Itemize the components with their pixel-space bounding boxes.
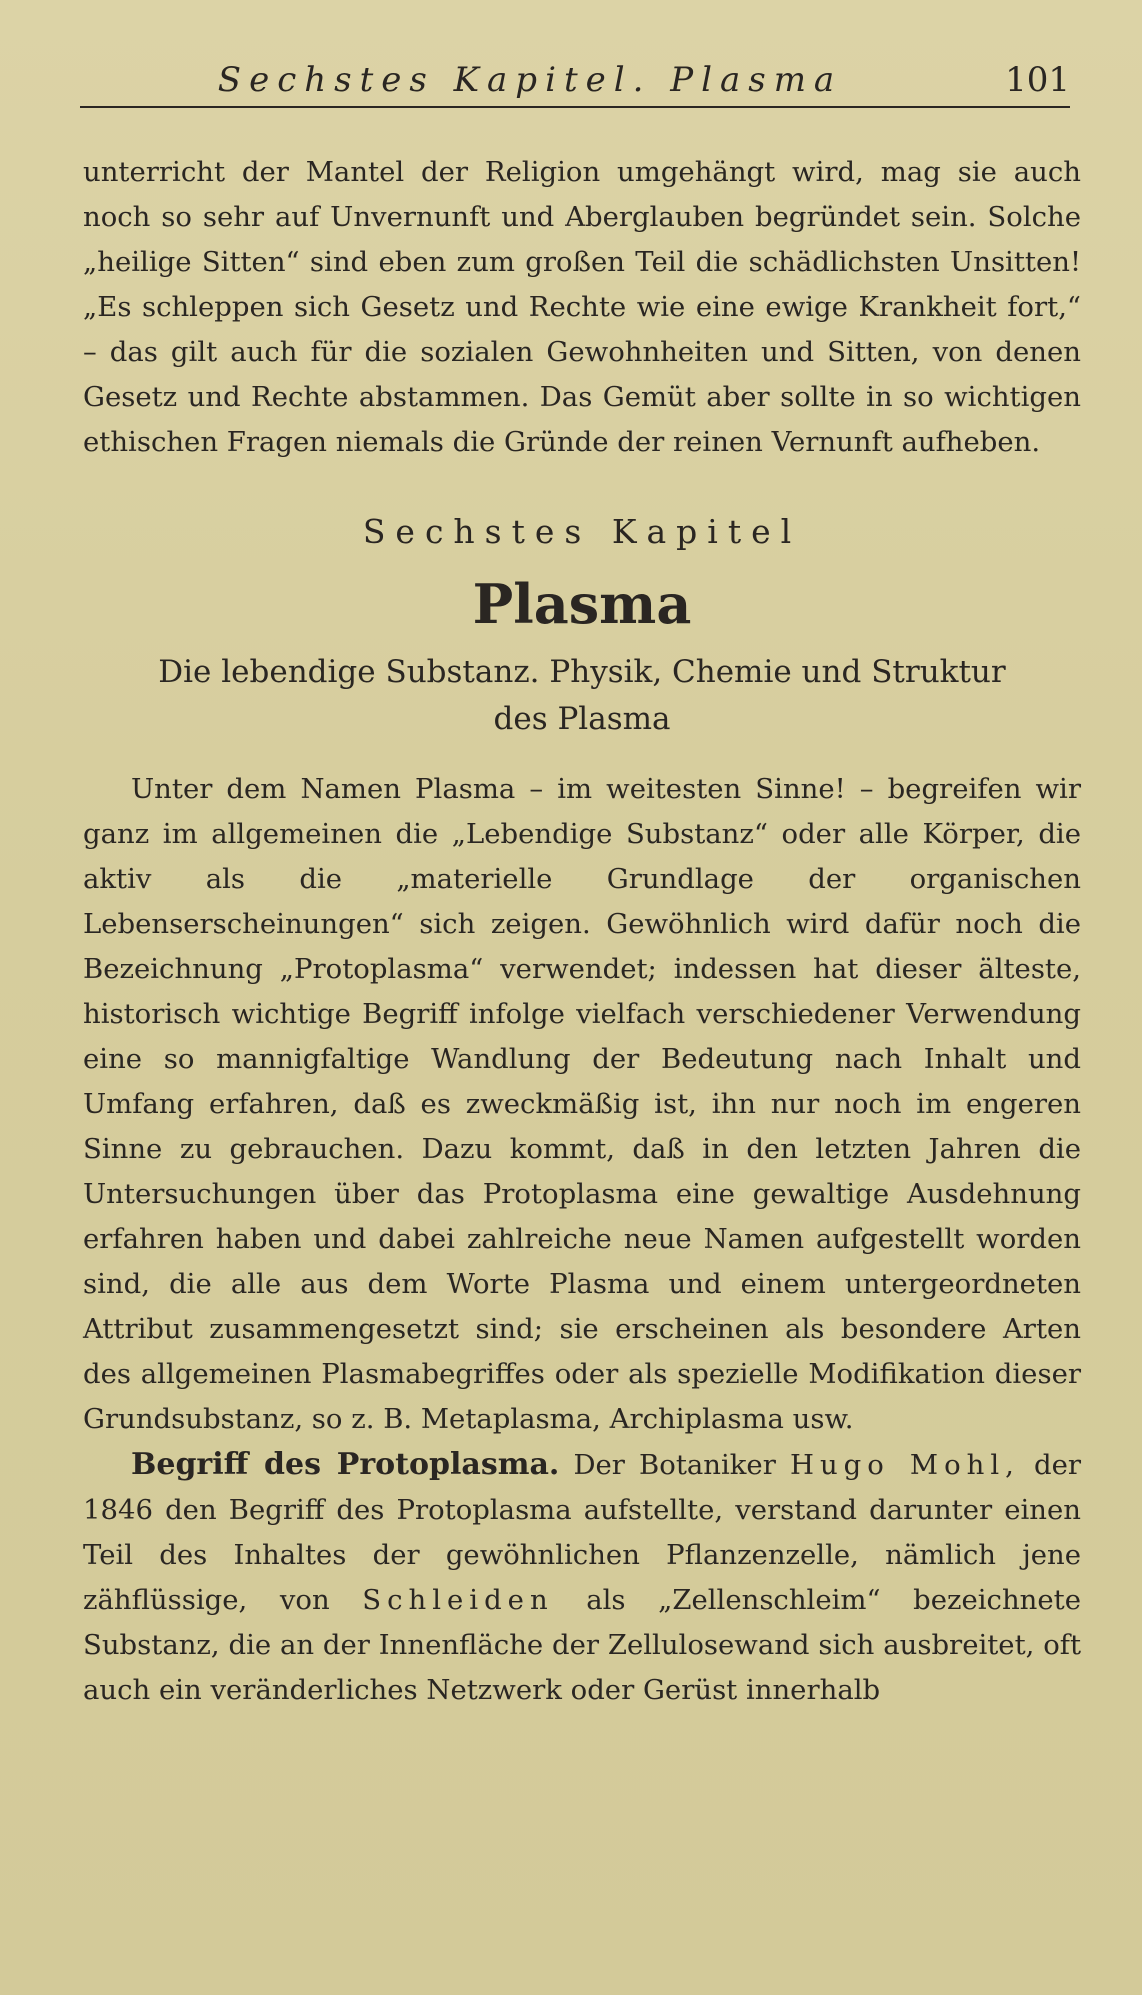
paragraph-text: der 1846 den Begriff des Protoplasma aufstellte, verstand darunter einen Teil des Inhaltes der gewöhnlichen Pflanzenzelle, nämlich jene zähflüssige, von	[83, 1449, 1082, 1616]
paragraph-continuation: unterricht der Mantel der Religion umgehängt wird, mag sie auch noch so sehr auf Unvernunft und Aberglauben begründet sein. Solche „heilige Sitten“ sind eben zum großen Teil die schädlichsten Unsitten! „Es schleppen sich Gesetz und Rechte wie eine ewige Krankheit fort,“ – das gilt auch für die sozialen Gewohnheiten und Sitten, von denen Gesetz und Rechte abstammen. Das Gemüt aber sollte in so wichtigen ethischen Fragen niemals die Gründe der reinen Vernunft aufheben.	[83, 156, 1081, 458]
page-number: 101	[1005, 60, 1070, 100]
paragraph-protoplasma-concept	[83, 1442, 1081, 1713]
header-rule	[80, 106, 1070, 108]
body-text	[83, 150, 1081, 1713]
person-name: Schleiden	[362, 1584, 554, 1616]
chapter-title: Plasma	[472, 572, 692, 636]
chapter-subtitle: Die lebendige Substanz. Physik, Chemie und Struktur des Plasma	[158, 654, 1006, 737]
paragraph-text: Der Botaniker	[573, 1449, 776, 1481]
chapter-label: Sechstes Kapitel	[362, 512, 802, 551]
paragraph-plasma-definition: Unter dem Namen Plasma – im weitesten Sinne! – begreifen wir ganz im allgemeinen die „Lebendige Substanz“ oder alle Körper, die aktiv als die „materielle Grundlage der organischen Lebenserscheinungen“ sich zeigen. Gewöhnlich wird dafür noch die Bezeichnung „Protoplasma“ verwendet; indessen hat dieser älteste, historisch wichtige Begriff infolge vielfach verschiedener Verwendung eine so mannigfaltige Wandlung der Bedeutung nach Inhalt und Umfang erfahren, daß es zweckmäßig ist, ihn nur noch im engeren Sinne zu gebrauchen. Dazu kommt, daß in den letzten Jahren die Untersuchungen über das Protoplasma eine gewaltige Ausdehnung erfahren haben und dabei zahlreiche neue Namen aufgestellt worden sind, die alle aus dem Worte Plasma und einem untergeordneten Attribut zusammengesetzt sind; sie erscheinen als besondere Arten des allgemeinen Plasmabegriffes oder als spezielle Modifikation dieser Grundsubstanz, so z. B. Metaplasma, Archiplasma usw.	[83, 773, 1081, 1435]
person-name: Hugo Mohl,	[789, 1449, 1020, 1481]
paragraph-text: als „Zellenschleim“ bezeichnete Substanz, die an der Innenfläche der Zellulosewand sich ausbreitet, oft auch ein veränderliches Netzwerk oder Gerüst innerhalb	[83, 1584, 1081, 1706]
chapter-heading	[83, 507, 1081, 743]
section-heading: Begriff des Protoplasma.	[131, 1447, 560, 1482]
running-head	[80, 60, 1070, 110]
running-title: Sechstes Kapitel. Plasma	[217, 60, 843, 100]
